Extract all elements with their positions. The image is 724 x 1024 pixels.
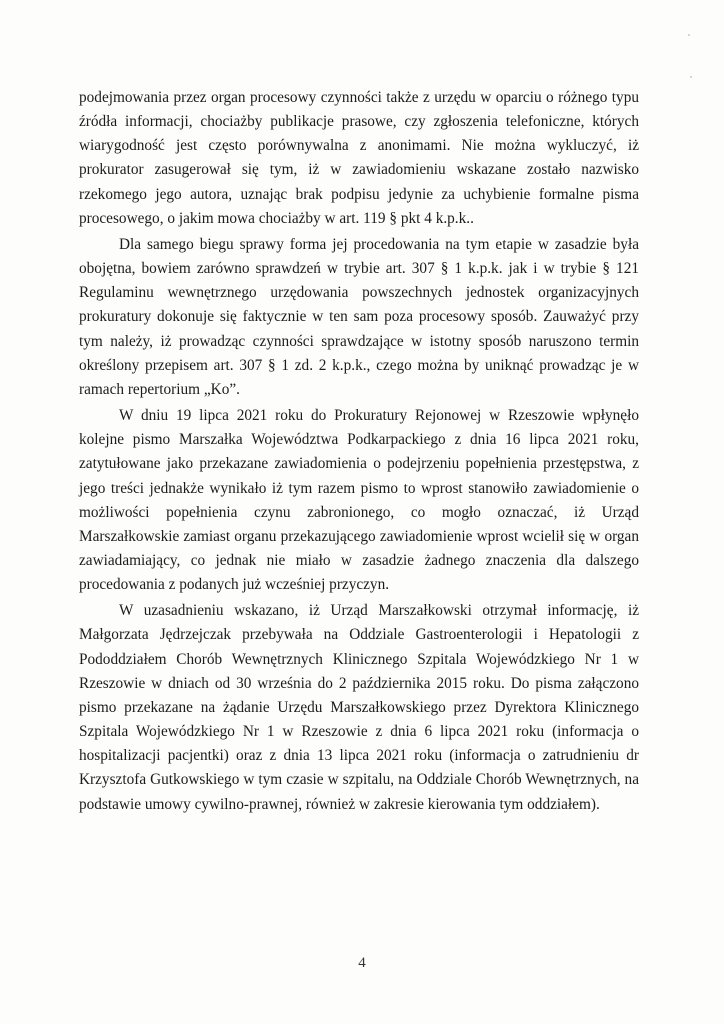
paragraph-1: podejmowania przez organ procesowy czynności także z urzędu w oparciu o różnego typu źródła informacji, chociażby publikacje prasowe, czy zgłoszenia telefoniczne, których wiarygodność jest często porównywalna z anonimami. Nie można wykluczyć, iż prokurator zasugerował się tym, iż w zawiadomieniu wskazane zostało nazwisko rzekomego jego autora, uznając brak podpisu jedynie za uchybienie formalne pisma procesowego, o jakim mowa chociażby w art. 119 § pkt 4 k.p.k.. [79, 89, 639, 227]
paragraph-4: W uzasadnieniu wskazano, iż Urząd Marszałkowski otrzymał informację, iż Małgorzata Jędrzejczak przebywała na Oddziale Gastroenterologii i Hepatologii z Pododdziałem Chorób Wewnętrznych Klinicznego Szpitala Wojewódzkiego Nr 1 w Rzeszowie w dniach od 30 września do 2 października 2015 roku. Do pisma załączono pismo przekazane na żądanie Urzędu Marszałkowskiego przez Dyrektora Klinicznego Szpitala Wojewódzkiego Nr 1 w Rzeszowie z dnia 6 lipca 2021 roku (informacja o hospitalizacji pacjentki) oraz z dnia 13 lipca 2021 roku (informacja o zatrudnieniu dr Krzysztofa Gutkowskiego w tym czasie w szpitalu, na Oddziale Chorób Wewnętrznych, na podstawie umowy cywilno-prawnej, również w zakresie kierowania tym oddziałem). [79, 602, 639, 813]
paragraph-2: Dla samego biegu sprawy forma jej procedowania na tym etapie w zasadzie była obojętna, bowiem zarówno sprawdzeń w trybie art. 307 § 1 k.p.k. jak i w trybie § 121 Regulaminu wewnętrznego urzędowania powszechnych jednostek organizacyjnych prokuratury dokonuje się faktycznie w ten sam poza procesowy sposób. Zauważyć przy tym należy, iż prowadząc czynności sprawdzające w istotny sposób naruszono termin określony przepisem art. 307 § 1 zd. 2 k.p.k., czego można by uniknąć prowadząc je w ramach repertorium „Ko”. [79, 235, 639, 398]
page-number: 4 [358, 955, 366, 971]
paragraph-3: W dniu 19 lipca 2021 roku do Prokuratury Rejonowej w Rzeszowie wpłynęło kolejne pismo Marszałka Województwa Podkarpackiego z dnia 16 lipca 2021 roku, zatytułowane jako przekazane zawiadomienia o podejrzeniu popełnienia przestępstwa, z jego treści jednakże wynikało iż tym razem pismo to wprost stanowiło zawiadomienie o możliwości popełnienia czynu zabronionego, co mogło oznaczać, iż Urząd Marszałkowskie zamiast organu przekazującego zawiadomienie wprost wcielił się w organ zawiadamiający, co jednak nie miało w zasadzie żadnego znaczenia dla dalszego procedowania z podanych już wcześniej przyczyn. [79, 407, 639, 594]
scan-speck [690, 76, 692, 78]
document-body [79, 86, 639, 817]
scan-speck [688, 34, 690, 36]
